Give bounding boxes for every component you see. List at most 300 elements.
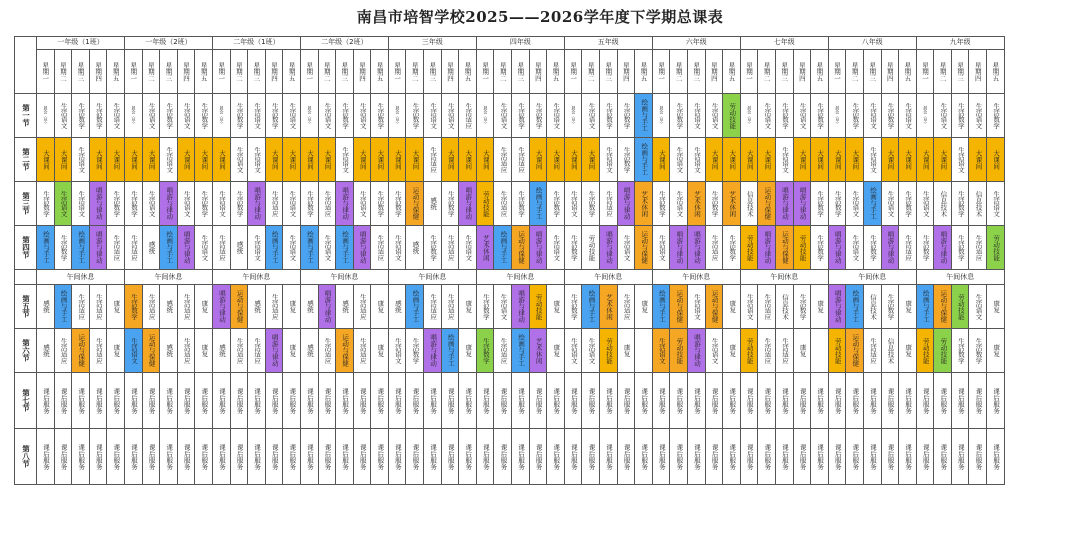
class-cell[interactable] [600, 329, 618, 373]
class-cell[interactable] [617, 373, 635, 429]
class-cell[interactable] [969, 138, 987, 182]
class-cell[interactable] [863, 138, 881, 182]
class-cell[interactable] [617, 226, 635, 270]
class-cell[interactable] [564, 138, 582, 182]
class-cell[interactable] [987, 94, 1005, 138]
class-cell[interactable] [740, 182, 758, 226]
class-cell[interactable] [318, 373, 336, 429]
class-cell[interactable] [459, 329, 477, 373]
class-cell[interactable] [987, 329, 1005, 373]
class-cell[interactable] [318, 226, 336, 270]
class-cell[interactable] [248, 138, 266, 182]
class-cell[interactable] [160, 429, 178, 485]
class-cell[interactable] [758, 373, 776, 429]
class-cell[interactable] [687, 373, 705, 429]
class-cell[interactable] [142, 285, 160, 329]
class-cell[interactable] [600, 226, 618, 270]
class-cell[interactable] [195, 329, 213, 373]
class-cell[interactable] [388, 285, 406, 329]
class-cell[interactable] [846, 429, 864, 485]
class-cell[interactable] [195, 94, 213, 138]
class-cell[interactable] [177, 373, 195, 429]
class-cell[interactable] [160, 373, 178, 429]
class-cell[interactable] [863, 429, 881, 485]
class-cell[interactable] [600, 285, 618, 329]
class-cell[interactable] [107, 94, 125, 138]
class-cell[interactable] [547, 182, 565, 226]
class-cell[interactable] [916, 373, 934, 429]
class-cell[interactable] [828, 94, 846, 138]
class-cell[interactable] [441, 429, 459, 485]
class-cell[interactable] [564, 226, 582, 270]
class-cell[interactable] [811, 94, 829, 138]
class-cell[interactable] [969, 182, 987, 226]
class-cell[interactable] [512, 226, 530, 270]
class-cell[interactable] [142, 138, 160, 182]
class-cell[interactable] [635, 138, 653, 182]
class-cell[interactable] [54, 285, 72, 329]
class-cell[interactable] [265, 429, 283, 485]
class-cell[interactable] [687, 94, 705, 138]
class-cell[interactable] [670, 138, 688, 182]
class-cell[interactable] [828, 429, 846, 485]
class-cell[interactable] [212, 138, 230, 182]
class-cell[interactable] [811, 429, 829, 485]
class-cell[interactable] [54, 373, 72, 429]
class-cell[interactable] [617, 182, 635, 226]
class-cell[interactable] [353, 138, 371, 182]
class-cell[interactable] [512, 182, 530, 226]
class-cell[interactable] [863, 226, 881, 270]
class-cell[interactable] [652, 285, 670, 329]
class-cell[interactable] [54, 226, 72, 270]
class-cell[interactable] [934, 329, 952, 373]
class-cell[interactable] [670, 373, 688, 429]
class-cell[interactable] [652, 329, 670, 373]
class-cell[interactable] [828, 285, 846, 329]
class-cell[interactable] [969, 429, 987, 485]
class-cell[interactable] [89, 94, 107, 138]
class-cell[interactable] [740, 226, 758, 270]
class-cell[interactable] [600, 429, 618, 485]
class-cell[interactable] [793, 138, 811, 182]
class-cell[interactable] [723, 226, 741, 270]
class-cell[interactable] [230, 226, 248, 270]
class-cell[interactable] [512, 138, 530, 182]
class-cell[interactable] [476, 329, 494, 373]
class-cell[interactable] [441, 329, 459, 373]
class-cell[interactable] [740, 138, 758, 182]
class-cell[interactable] [934, 94, 952, 138]
class-cell[interactable] [89, 285, 107, 329]
class-cell[interactable] [863, 182, 881, 226]
class-cell[interactable] [635, 94, 653, 138]
class-cell[interactable] [758, 285, 776, 329]
class-cell[interactable] [881, 94, 899, 138]
class-cell[interactable] [89, 138, 107, 182]
class-cell[interactable] [529, 285, 547, 329]
class-cell[interactable] [564, 329, 582, 373]
class-cell[interactable] [705, 138, 723, 182]
class-cell[interactable] [72, 182, 90, 226]
class-cell[interactable] [424, 329, 442, 373]
class-cell[interactable] [969, 373, 987, 429]
class-cell[interactable] [54, 182, 72, 226]
class-cell[interactable] [177, 285, 195, 329]
class-cell[interactable] [388, 138, 406, 182]
class-cell[interactable] [670, 285, 688, 329]
class-cell[interactable] [459, 226, 477, 270]
class-cell[interactable] [160, 138, 178, 182]
class-cell[interactable] [652, 373, 670, 429]
class-cell[interactable] [441, 94, 459, 138]
class-cell[interactable] [230, 285, 248, 329]
class-cell[interactable] [265, 329, 283, 373]
class-cell[interactable] [265, 94, 283, 138]
class-cell[interactable] [318, 329, 336, 373]
class-cell[interactable] [459, 429, 477, 485]
class-cell[interactable] [195, 182, 213, 226]
class-cell[interactable] [424, 138, 442, 182]
class-cell[interactable] [230, 373, 248, 429]
class-cell[interactable] [54, 94, 72, 138]
class-cell[interactable] [969, 285, 987, 329]
class-cell[interactable] [529, 182, 547, 226]
class-cell[interactable] [37, 182, 55, 226]
class-cell[interactable] [494, 226, 512, 270]
class-cell[interactable] [740, 329, 758, 373]
class-cell[interactable] [828, 138, 846, 182]
class-cell[interactable] [248, 94, 266, 138]
class-cell[interactable] [705, 226, 723, 270]
class-cell[interactable] [37, 226, 55, 270]
class-cell[interactable] [969, 226, 987, 270]
class-cell[interactable] [336, 285, 354, 329]
class-cell[interactable] [529, 329, 547, 373]
class-cell[interactable] [846, 94, 864, 138]
class-cell[interactable] [916, 285, 934, 329]
class-cell[interactable] [582, 329, 600, 373]
class-cell[interactable] [670, 226, 688, 270]
class-cell[interactable] [793, 94, 811, 138]
class-cell[interactable] [846, 138, 864, 182]
class-cell[interactable] [336, 373, 354, 429]
class-cell[interactable] [775, 429, 793, 485]
class-cell[interactable] [547, 429, 565, 485]
class-cell[interactable] [107, 226, 125, 270]
class-cell[interactable] [934, 429, 952, 485]
class-cell[interactable] [600, 94, 618, 138]
class-cell[interactable] [177, 429, 195, 485]
class-cell[interactable] [987, 373, 1005, 429]
class-cell[interactable] [406, 429, 424, 485]
class-cell[interactable] [107, 429, 125, 485]
class-cell[interactable] [476, 429, 494, 485]
class-cell[interactable] [547, 285, 565, 329]
class-cell[interactable] [371, 329, 389, 373]
class-cell[interactable] [881, 182, 899, 226]
class-cell[interactable] [881, 138, 899, 182]
class-cell[interactable] [371, 138, 389, 182]
class-cell[interactable] [230, 329, 248, 373]
class-cell[interactable] [846, 285, 864, 329]
class-cell[interactable] [142, 182, 160, 226]
class-cell[interactable] [459, 182, 477, 226]
class-cell[interactable] [775, 138, 793, 182]
class-cell[interactable] [72, 94, 90, 138]
class-cell[interactable] [899, 285, 917, 329]
class-cell[interactable] [441, 373, 459, 429]
class-cell[interactable] [564, 373, 582, 429]
class-cell[interactable] [353, 373, 371, 429]
class-cell[interactable] [265, 138, 283, 182]
class-cell[interactable] [846, 182, 864, 226]
class-cell[interactable] [494, 94, 512, 138]
class-cell[interactable] [687, 138, 705, 182]
class-cell[interactable] [987, 285, 1005, 329]
class-cell[interactable] [951, 94, 969, 138]
class-cell[interactable] [670, 94, 688, 138]
class-cell[interactable] [283, 373, 301, 429]
class-cell[interactable] [72, 429, 90, 485]
class-cell[interactable] [142, 226, 160, 270]
class-cell[interactable] [652, 94, 670, 138]
class-cell[interactable] [248, 285, 266, 329]
class-cell[interactable] [424, 182, 442, 226]
class-cell[interactable] [212, 226, 230, 270]
class-cell[interactable] [617, 285, 635, 329]
class-cell[interactable] [758, 226, 776, 270]
class-cell[interactable] [441, 138, 459, 182]
class-cell[interactable] [670, 429, 688, 485]
class-cell[interactable] [318, 94, 336, 138]
class-cell[interactable] [406, 226, 424, 270]
class-cell[interactable] [195, 138, 213, 182]
class-cell[interactable] [652, 138, 670, 182]
class-cell[interactable] [54, 138, 72, 182]
class-cell[interactable] [652, 226, 670, 270]
class-cell[interactable] [37, 285, 55, 329]
class-cell[interactable] [951, 429, 969, 485]
class-cell[interactable] [37, 94, 55, 138]
class-cell[interactable] [582, 138, 600, 182]
class-cell[interactable] [494, 285, 512, 329]
class-cell[interactable] [758, 329, 776, 373]
class-cell[interactable] [371, 429, 389, 485]
class-cell[interactable] [811, 329, 829, 373]
class-cell[interactable] [89, 429, 107, 485]
class-cell[interactable] [951, 285, 969, 329]
class-cell[interactable] [600, 182, 618, 226]
class-cell[interactable] [441, 226, 459, 270]
class-cell[interactable] [265, 373, 283, 429]
class-cell[interactable] [951, 329, 969, 373]
class-cell[interactable] [265, 182, 283, 226]
class-cell[interactable] [828, 226, 846, 270]
class-cell[interactable] [564, 285, 582, 329]
class-cell[interactable] [476, 138, 494, 182]
class-cell[interactable] [705, 182, 723, 226]
class-cell[interactable] [670, 182, 688, 226]
class-cell[interactable] [916, 94, 934, 138]
class-cell[interactable] [476, 285, 494, 329]
class-cell[interactable] [195, 285, 213, 329]
class-cell[interactable] [529, 373, 547, 429]
class-cell[interactable] [371, 94, 389, 138]
class-cell[interactable] [441, 182, 459, 226]
class-cell[interactable] [283, 138, 301, 182]
class-cell[interactable] [336, 182, 354, 226]
class-cell[interactable] [635, 226, 653, 270]
class-cell[interactable] [459, 373, 477, 429]
class-cell[interactable] [934, 373, 952, 429]
class-cell[interactable] [248, 226, 266, 270]
class-cell[interactable] [353, 329, 371, 373]
class-cell[interactable] [371, 285, 389, 329]
class-cell[interactable] [230, 94, 248, 138]
class-cell[interactable] [582, 94, 600, 138]
class-cell[interactable] [916, 429, 934, 485]
class-cell[interactable] [300, 182, 318, 226]
class-cell[interactable] [248, 373, 266, 429]
class-cell[interactable] [300, 429, 318, 485]
class-cell[interactable] [388, 373, 406, 429]
class-cell[interactable] [775, 226, 793, 270]
class-cell[interactable] [687, 226, 705, 270]
class-cell[interactable] [740, 94, 758, 138]
class-cell[interactable] [265, 285, 283, 329]
class-cell[interactable] [283, 182, 301, 226]
class-cell[interactable] [212, 285, 230, 329]
class-cell[interactable] [600, 373, 618, 429]
class-cell[interactable] [37, 429, 55, 485]
class-cell[interactable] [441, 285, 459, 329]
class-cell[interactable] [212, 182, 230, 226]
class-cell[interactable] [775, 329, 793, 373]
class-cell[interactable] [494, 373, 512, 429]
class-cell[interactable] [336, 138, 354, 182]
class-cell[interactable] [406, 138, 424, 182]
class-cell[interactable] [512, 285, 530, 329]
class-cell[interactable] [107, 138, 125, 182]
class-cell[interactable] [881, 329, 899, 373]
class-cell[interactable] [899, 182, 917, 226]
class-cell[interactable] [406, 182, 424, 226]
class-cell[interactable] [336, 429, 354, 485]
class-cell[interactable] [318, 138, 336, 182]
class-cell[interactable] [934, 138, 952, 182]
class-cell[interactable] [687, 285, 705, 329]
class-cell[interactable] [300, 138, 318, 182]
class-cell[interactable] [617, 329, 635, 373]
class-cell[interactable] [124, 329, 142, 373]
class-cell[interactable] [793, 429, 811, 485]
class-cell[interactable] [758, 429, 776, 485]
class-cell[interactable] [617, 429, 635, 485]
class-cell[interactable] [476, 182, 494, 226]
class-cell[interactable] [89, 226, 107, 270]
class-cell[interactable] [881, 285, 899, 329]
class-cell[interactable] [705, 429, 723, 485]
class-cell[interactable] [529, 94, 547, 138]
class-cell[interactable] [160, 226, 178, 270]
class-cell[interactable] [723, 182, 741, 226]
class-cell[interactable] [230, 429, 248, 485]
class-cell[interactable] [863, 285, 881, 329]
class-cell[interactable] [793, 329, 811, 373]
class-cell[interactable] [177, 94, 195, 138]
class-cell[interactable] [248, 182, 266, 226]
class-cell[interactable] [265, 226, 283, 270]
class-cell[interactable] [564, 182, 582, 226]
class-cell[interactable] [916, 182, 934, 226]
class-cell[interactable] [424, 373, 442, 429]
class-cell[interactable] [124, 94, 142, 138]
class-cell[interactable] [793, 373, 811, 429]
class-cell[interactable] [916, 226, 934, 270]
class-cell[interactable] [459, 285, 477, 329]
class-cell[interactable] [37, 373, 55, 429]
class-cell[interactable] [969, 329, 987, 373]
class-cell[interactable] [494, 182, 512, 226]
class-cell[interactable] [899, 429, 917, 485]
class-cell[interactable] [353, 182, 371, 226]
class-cell[interactable] [177, 226, 195, 270]
class-cell[interactable] [934, 182, 952, 226]
class-cell[interactable] [758, 94, 776, 138]
class-cell[interactable] [846, 226, 864, 270]
class-cell[interactable] [600, 138, 618, 182]
class-cell[interactable] [230, 182, 248, 226]
class-cell[interactable] [705, 285, 723, 329]
class-cell[interactable] [828, 373, 846, 429]
class-cell[interactable] [547, 329, 565, 373]
class-cell[interactable] [107, 329, 125, 373]
class-cell[interactable] [300, 94, 318, 138]
class-cell[interactable] [476, 94, 494, 138]
class-cell[interactable] [547, 373, 565, 429]
class-cell[interactable] [371, 373, 389, 429]
class-cell[interactable] [899, 329, 917, 373]
class-cell[interactable] [230, 138, 248, 182]
class-cell[interactable] [811, 182, 829, 226]
class-cell[interactable] [248, 329, 266, 373]
class-cell[interactable] [547, 94, 565, 138]
class-cell[interactable] [388, 329, 406, 373]
class-cell[interactable] [177, 138, 195, 182]
class-cell[interactable] [177, 329, 195, 373]
class-cell[interactable] [723, 138, 741, 182]
class-cell[interactable] [424, 94, 442, 138]
class-cell[interactable] [969, 94, 987, 138]
class-cell[interactable] [899, 226, 917, 270]
class-cell[interactable] [899, 138, 917, 182]
class-cell[interactable] [248, 429, 266, 485]
class-cell[interactable] [652, 182, 670, 226]
class-cell[interactable] [512, 373, 530, 429]
class-cell[interactable] [828, 182, 846, 226]
class-cell[interactable] [687, 182, 705, 226]
class-cell[interactable] [775, 373, 793, 429]
class-cell[interactable] [353, 94, 371, 138]
class-cell[interactable] [512, 329, 530, 373]
class-cell[interactable] [846, 329, 864, 373]
class-cell[interactable] [107, 373, 125, 429]
class-cell[interactable] [494, 138, 512, 182]
class-cell[interactable] [72, 226, 90, 270]
class-cell[interactable] [582, 285, 600, 329]
class-cell[interactable] [353, 429, 371, 485]
